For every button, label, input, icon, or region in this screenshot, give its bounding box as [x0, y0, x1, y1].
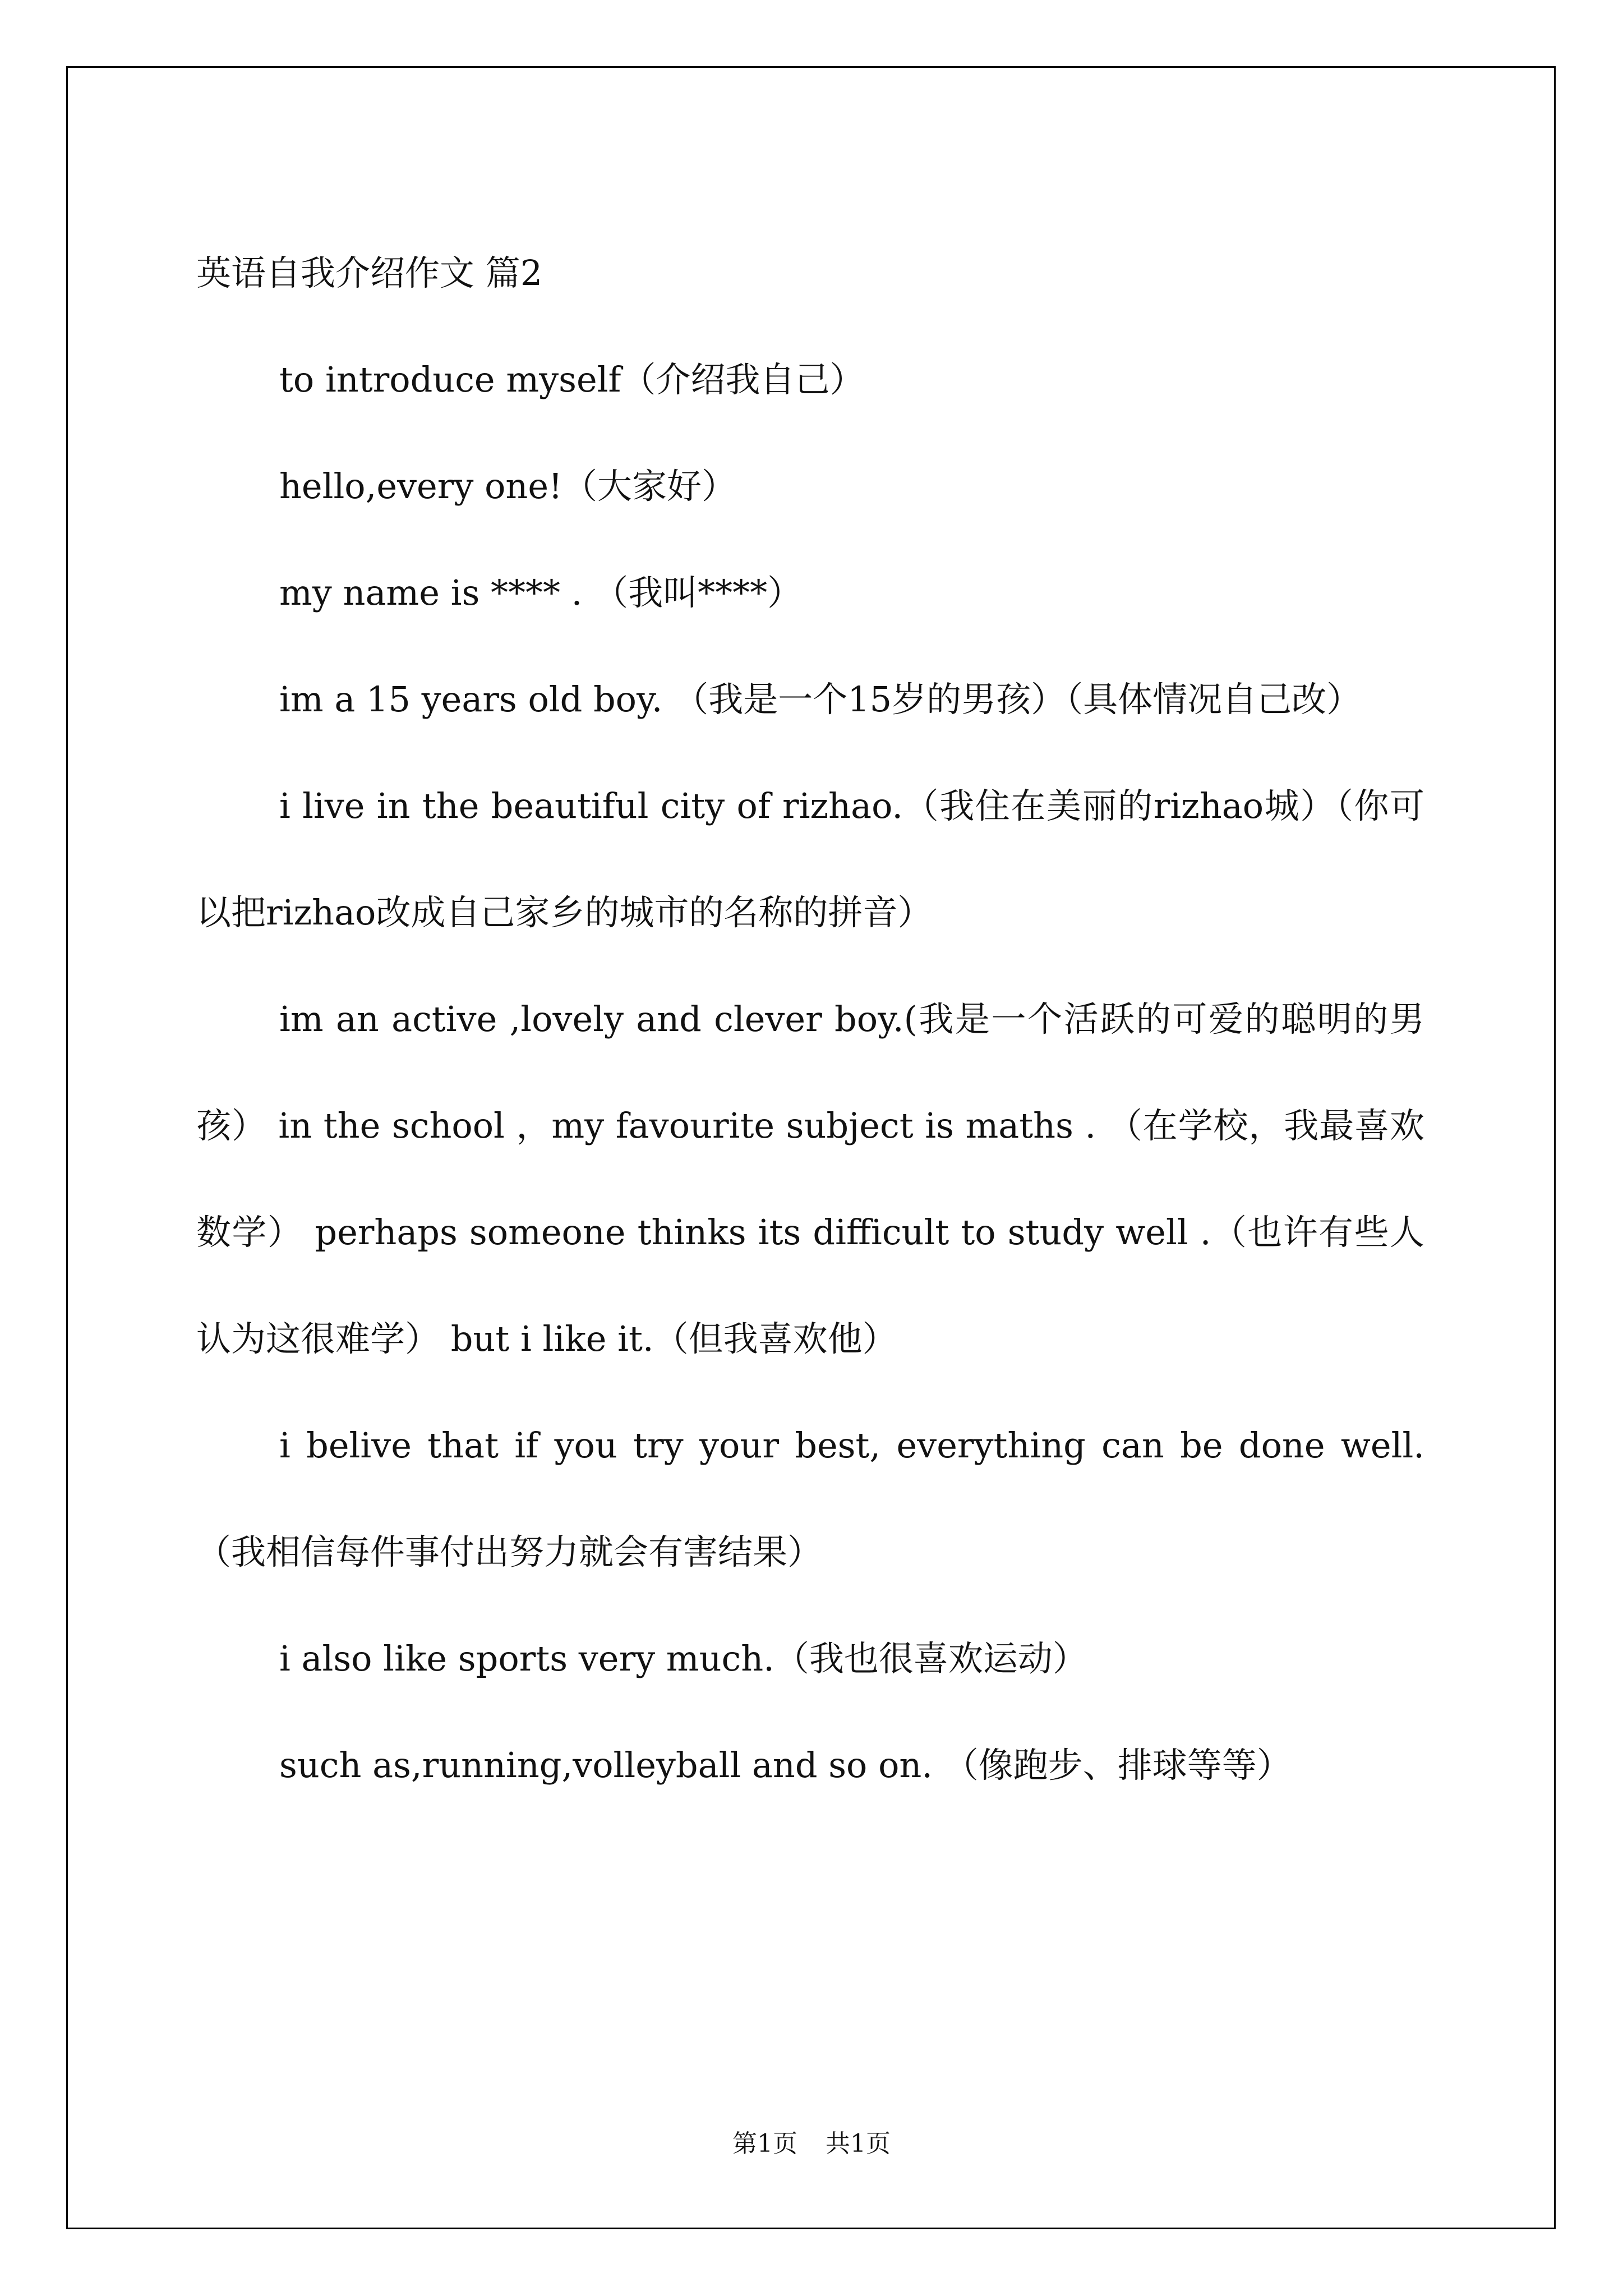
paragraph-4: im a 15 years old boy. （我是一个15岁的男孩）（具体情况自己改）: [279, 679, 1362, 720]
paragraph-6: im an active ,lovely and clever boy.(我是一个活跃的可爱的聪明的男孩） in the school ，my favourite subject is maths . （在学校，我最喜欢数学） perhaps someone thinks its difficult to study well .（也许有些人认为这很难学） but i like it.（但我喜欢他）: [196, 999, 1424, 1359]
paragraph-9: such as,running,volleyball and so on. （像跑步、排球等等）: [279, 1745, 1292, 1786]
paragraph-3: my name is **** . （我叫****）: [279, 572, 803, 613]
paragraph-5: i live in the beautiful city of rizhao.（我住在美丽的rizhao城）（你可以把rizhao改成自己家乡的城市的名称的拼音）: [196, 785, 1424, 933]
paragraph-8: i also like sports very much.（我也很喜欢运动）: [279, 1638, 1087, 1679]
document-body: [196, 220, 1424, 1819]
paragraph-7: i belive that if you try your best, everything can be done well.（我相信每件事付出努力就会有害结果）: [196, 1425, 1424, 1572]
document-heading: 英语自我介绍作文 篇2: [196, 252, 543, 293]
total-pages-label: 共1页: [826, 2129, 891, 2158]
page-footer: [0, 2127, 1623, 2161]
paragraph-2: hello,every one!（大家好）: [279, 466, 736, 507]
current-page-label: 第1页: [732, 2129, 797, 2158]
paragraph-1: to introduce myself（介绍我自己）: [279, 359, 865, 400]
